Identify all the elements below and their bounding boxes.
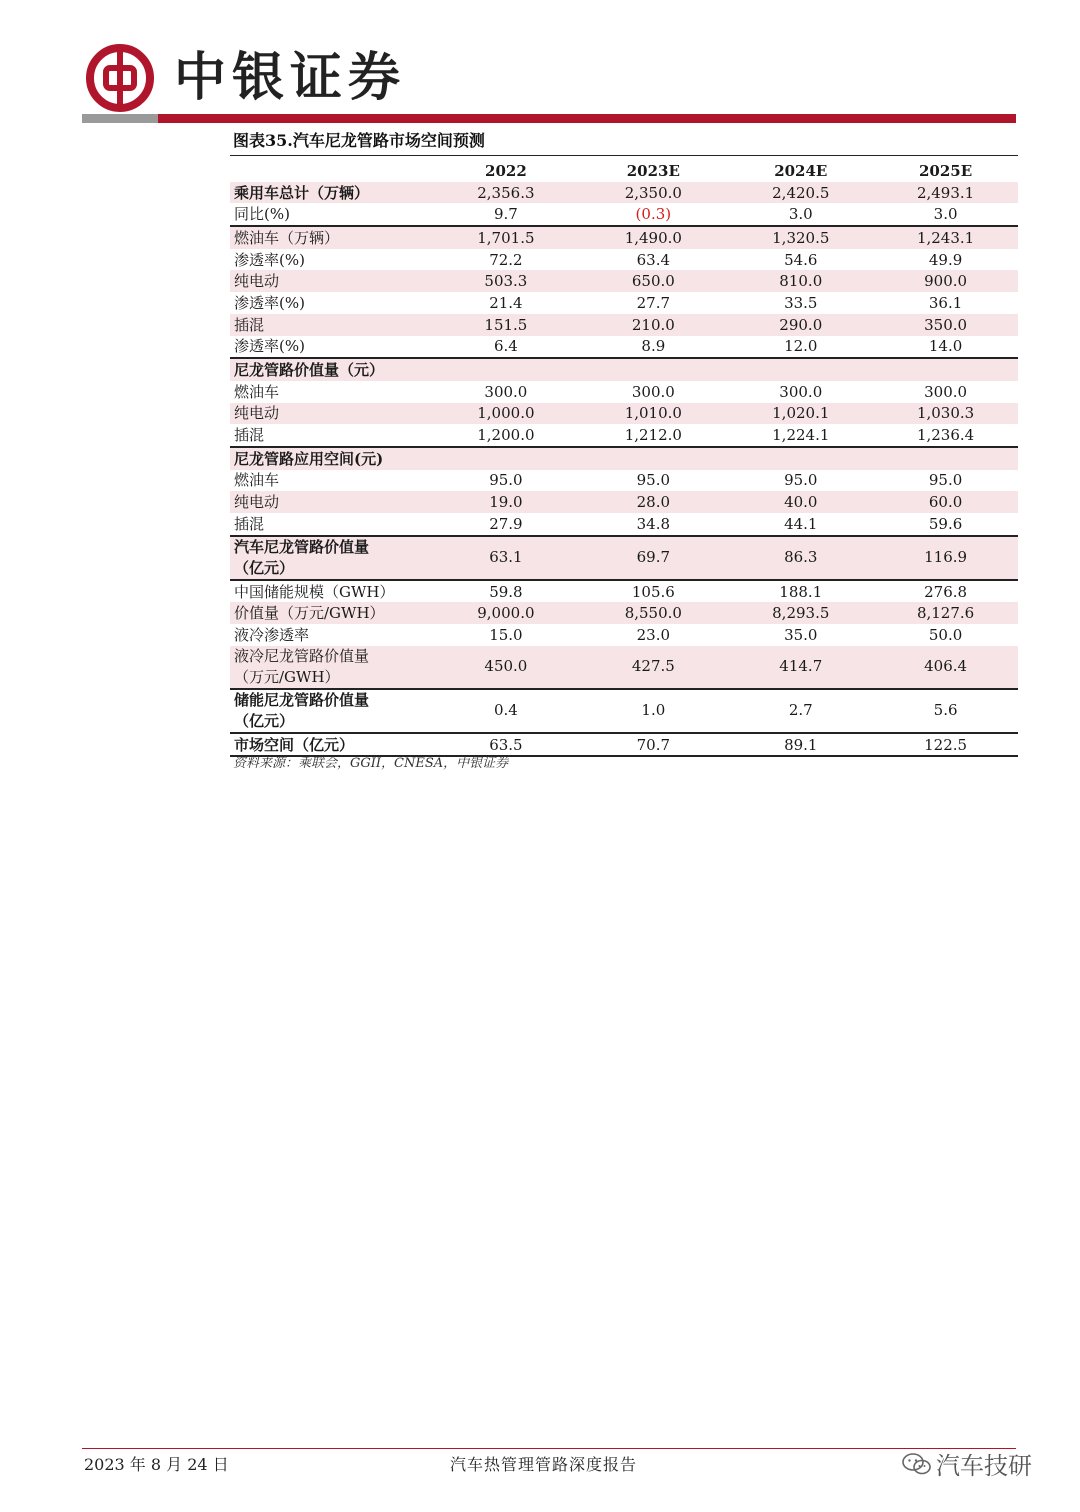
row-label [230,624,434,646]
table-cell: 406.4 [873,646,1018,689]
table-cell: 15.0 [489,625,523,644]
table-cell [434,358,579,381]
table-cell: 12.0 [784,337,818,356]
table-row [230,381,1018,403]
table-cell: 8,127.6 [873,602,1018,624]
table-cell: 300.0 [779,382,823,401]
table-cell: 1.0 [578,689,728,733]
table-cell: 276.8 [873,580,1018,603]
table-row [230,270,1018,292]
report-header [82,40,1016,124]
source-note: 资料来源：乘联会，GGII，CNESA，中银证券 [233,756,509,771]
table-cell: 1,701.5 [434,226,579,249]
table-cell: 300.0 [484,382,528,401]
table-cell: 414.7 [728,646,873,689]
table-cell: 59.8 [434,580,579,603]
table-cell: 503.3 [434,270,579,292]
table-cell: 1,212.0 [624,426,682,445]
watermark [902,1446,1032,1481]
row-label [230,226,434,249]
table-cell [578,447,728,470]
table-cell: 40.0 [728,491,873,513]
table-row [230,226,1018,249]
table-cell: 63.4 [636,250,671,269]
table-cell: 3.0 [933,205,958,224]
table-row [230,358,1018,381]
column-header: 2022 [485,161,527,180]
table-cell: 95.0 [784,471,818,490]
row-label [230,424,434,447]
table-cell: 27.7 [636,293,671,312]
table-row [230,292,1018,314]
row-label [230,403,434,425]
table-cell: 59.6 [928,514,963,533]
table-row [230,602,1018,624]
table-cell: (0.3) [635,205,672,224]
row-label-text: 插混 [234,426,265,445]
row-label [230,314,434,336]
column-header: 2024E [774,161,828,180]
table-cell: 72.2 [489,250,523,269]
table-cell: 49.9 [928,250,963,269]
table-cell: 54.6 [784,250,818,269]
row-label [230,602,434,624]
table-cell: 8,293.5 [728,602,873,624]
table-cell [434,447,579,470]
table-row [230,424,1018,447]
footer-title: 汽车热管理管路深度报告 [450,1455,638,1474]
table-cell: 60.0 [873,491,1018,513]
table-cell: 1,236.4 [916,426,975,445]
row-label-text: 插混 [234,315,265,334]
row-label-text: 乘用车总计（万辆） [234,183,370,202]
table-cell: 5.6 [873,689,1018,733]
row-label [230,358,434,381]
table-cell: 33.5 [784,293,818,312]
table-cell: 1,000.0 [434,403,579,425]
table-cell: 210.0 [578,314,728,336]
row-label [230,646,434,689]
table-cell: 650.0 [578,270,728,292]
table-cell: 3.0 [788,205,813,224]
row-label-text: 市场空间（亿元） [234,735,355,754]
table-cell: 89.1 [728,733,873,757]
row-label-text-line2: （万元/GWH） [234,667,340,686]
table-cell: 95.0 [636,471,671,490]
row-label-text: 渗透率(%) [234,293,305,312]
table-cell: 2,350.0 [578,182,728,204]
table-row [230,491,1018,513]
row-label [230,491,434,513]
row-label-text: 液冷尼龙管路价值量 [234,646,370,665]
table-cell: 1,224.1 [772,426,830,445]
table-cell: 19.0 [434,491,579,513]
row-label [230,470,434,492]
row-label [230,536,434,580]
table-cell: 50.0 [928,625,963,644]
table-cell: 2,356.3 [434,182,579,204]
row-label [230,381,434,403]
table-row [230,513,1018,536]
table-cell: 300.0 [631,382,675,401]
table-cell: 9,000.0 [434,602,579,624]
table-cell: 34.8 [636,514,671,533]
table-cell: 0.4 [434,689,579,733]
table-cell: 69.7 [578,536,728,580]
header-bar [82,114,1016,123]
table-cell [873,358,1018,381]
table-row [230,470,1018,492]
row-label-text: 液冷渗透率 [234,625,310,644]
row-label-text: 中国储能规模（GWH） [234,582,395,601]
table-row [230,646,1018,689]
table-row [230,203,1018,226]
table-row [230,314,1018,336]
row-label-text: 燃油车 [234,471,280,490]
row-label-text: 燃油车（万辆） [234,228,340,247]
table-cell: 450.0 [434,646,579,689]
table-cell: 14.0 [928,337,963,356]
row-label [230,292,434,314]
row-label-text-line2: （亿元） [234,711,295,730]
table-cell [728,358,873,381]
row-label-text: 储能尼龙管路价值量 [234,690,370,709]
table-row [230,249,1018,271]
row-label [230,689,434,733]
table-cell: 1,243.1 [873,226,1018,249]
row-label [230,182,434,204]
row-label-text: 同比(%) [234,205,290,224]
table-cell: 188.1 [728,580,873,603]
table-cell: 95.0 [928,471,963,490]
column-header [230,160,434,182]
row-label [230,336,434,359]
table-cell: 28.0 [578,491,728,513]
table-cell: 122.5 [873,733,1018,757]
row-label-text: 尼龙管路价值量（元） [234,361,385,380]
table-row [230,403,1018,425]
row-label-text: 纯电动 [234,404,280,423]
table-cell [578,358,728,381]
column-header: 2025E [918,161,973,180]
table-row [230,182,1018,204]
footer-rule [82,1448,1016,1449]
table-cell: 1,020.1 [728,403,873,425]
figure-title: 图表35.汽车尼龙管路市场空间预测 [233,131,485,150]
table-cell: 151.5 [434,314,579,336]
table-cell: 8.9 [641,337,666,356]
table-cell: 2,420.5 [728,182,873,204]
table-row [230,447,1018,470]
table-row [230,580,1018,603]
row-label-text-line2: （亿元） [234,558,295,577]
table-cell: 1,010.0 [578,403,728,425]
table-cell: 86.3 [728,536,873,580]
watermark-text: 汽车技研 [936,1452,1032,1480]
table-cell: 2.7 [728,689,873,733]
wechat-icon [902,1452,932,1476]
row-label-text: 插混 [234,514,265,533]
table-cell: 44.1 [784,514,818,533]
table-cell: 9.7 [493,205,518,224]
table-header-row [230,160,1018,182]
table-cell: 36.1 [928,293,963,312]
row-label-text: 纯电动 [234,493,280,512]
table-cell: 900.0 [873,270,1018,292]
table-row [230,689,1018,733]
row-label-text: 尼龙管路应用空间(元) [234,449,384,468]
brand-name: 中银证券 [174,47,407,108]
table-row [230,336,1018,359]
table-cell: 300.0 [924,382,968,401]
header-bar-red [158,114,1016,123]
table-cell [728,447,873,470]
table-cell: 810.0 [728,270,873,292]
row-label-text: 价值量（万元/GWH） [234,604,385,623]
row-label [230,249,434,271]
table-cell: 63.5 [434,733,579,757]
table-cell: 2,493.1 [873,182,1018,204]
table-cell: 70.7 [578,733,728,757]
header-bar-grey [82,114,158,123]
row-label-text: 燃油车 [234,382,280,401]
table-cell: 27.9 [489,514,523,533]
table-row [230,624,1018,646]
table-cell: 1,320.5 [728,226,873,249]
table-cell: 1,200.0 [477,426,535,445]
bank-of-china-logo-icon [86,44,154,112]
table-cell: 95.0 [489,471,523,490]
row-label [230,580,434,603]
row-label [230,513,434,536]
table-cell: 35.0 [784,625,818,644]
table-cell: 63.1 [434,536,579,580]
market-forecast-table [230,160,1018,757]
table-cell [873,447,1018,470]
row-label-text: 渗透率(%) [234,337,305,356]
row-label [230,447,434,470]
row-label [230,203,434,226]
table-cell: 21.4 [489,293,523,312]
column-header: 2023E [626,161,680,180]
row-label [230,270,434,292]
table-cell: 6.4 [493,337,518,356]
table-cell: 105.6 [578,580,728,603]
row-label-text: 渗透率(%) [234,250,305,269]
table-cell: 116.9 [873,536,1018,580]
table-cell: 427.5 [578,646,728,689]
table-cell: 350.0 [873,314,1018,336]
table-cell: 290.0 [728,314,873,336]
row-label-text: 纯电动 [234,272,280,291]
table-row [230,536,1018,580]
row-label-text: 汽车尼龙管路价值量 [234,537,370,556]
table-cell: 23.0 [636,625,671,644]
table-cell: 1,030.3 [873,403,1018,425]
table-cell: 1,490.0 [578,226,728,249]
table-cell: 8,550.0 [578,602,728,624]
figure-title-rule [230,155,1018,156]
footer-date: 2023 年 8 月 24 日 [84,1455,229,1474]
